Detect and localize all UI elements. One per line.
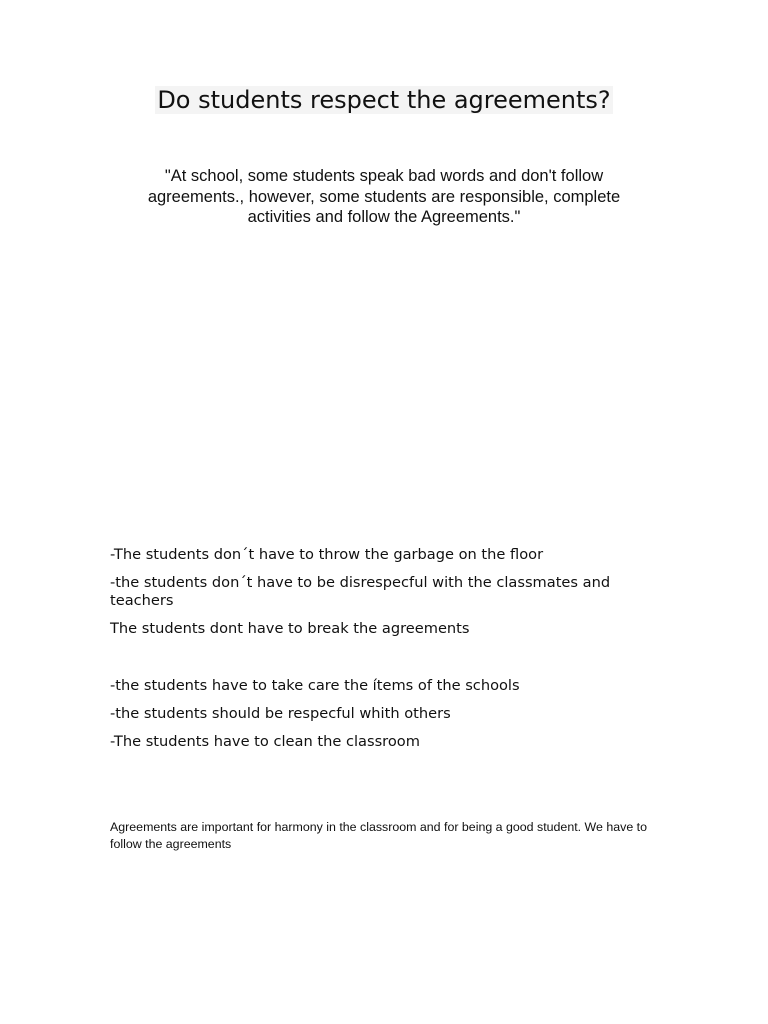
list-item: -the students have to take care the ítems of the schools [110,677,520,694]
list-item: -the students should be respecful whith others [110,705,451,722]
page-title-text: Do students respect the agreements? [157,86,611,114]
conclusion-paragraph: Agreements are important for harmony in the classroom and for being a good student. We have to follow the agreements [110,820,647,851]
donts-list [110,546,658,648]
list-item: The students dont have to break the agreements [110,620,470,637]
list-item: -the students don´t have to be disrespecful with the classmates and teachers [110,574,611,609]
page-title [0,84,768,116]
list-item: -The students don´t have to throw the garbage on the floor [110,546,544,563]
list-item: -The students have to clean the classroom [110,733,420,750]
intro-quote: "At school, some students speak bad words and don't follow agreements., however, some students are responsible, complete activities and follow the Agreements." [147,167,621,226]
dos-list [110,677,658,761]
